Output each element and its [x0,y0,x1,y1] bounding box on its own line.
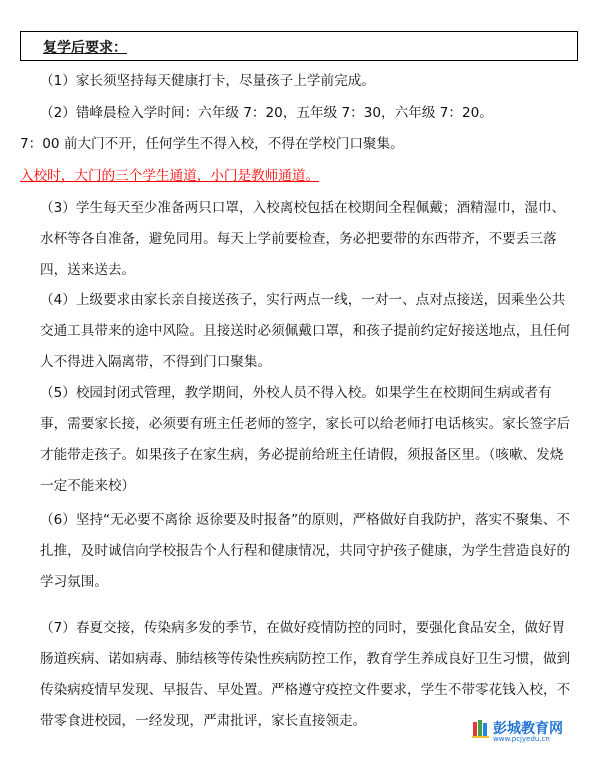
requirement-2: （2）错峰晨检入学时间：六年级 7：20，五年级 7：30，六年级 7：20。 [40,105,493,121]
book-icon [471,718,491,740]
watermark-name: 彭城教育网 [493,721,563,737]
watermark-url: www.pcjyedu.cn [493,735,550,743]
section-header-box [20,31,578,61]
section-title: 复学后要求： [43,40,127,56]
watermark-logo [471,715,591,745]
requirement-2-continued: 7：00 前大门不开，任何学生不得入校，不得在学校门口聚集。 [20,136,404,152]
requirement-3: （3）学生每天至少准备两只口罩，入校离校包括在校期间全程佩戴；酒精湿巾，湿巾、水杯等各自准备，避免同用。每天上学前要检查，务必把要带的东西带齐，不要丢三落四，送来送去。 [40,200,566,278]
requirement-5: （5）校园封闭式管理，教学期间，外校人员不得入校。如果学生在校期间生病或者有事，需要家长接，必须要有班主任老师的签字，家长可以给老师打电话核实。家长签字后才能带走孩子。如果孩子在家生病，务必提前给班主任请假，须报备区里。（咳嗽、发烧一定不能来校） [40,385,571,494]
requirement-4: （4）上级要求由家长亲自接送孩子，实行两点一线，一对一、点对点接送，因乘坐公共交通工具带来的途中风险。且接送时必须佩戴口罩，和孩子提前约定好接送地点，且任何人不得进入隔离带，不得到门口聚集。 [40,292,571,370]
requirement-7: （7）春夏交接，传染病多发的季节，在做好疫情防控的同时，要强化食品安全，做好胃肠道疾病、诺如病毒、肺结核等传染性疾病防控工作，教育学生养成良好卫生习惯，做到传染病疫情早发现、早报告、早处置。严格遵守疫控文件要求，学生不带零花钱入校，不带零食进校园，一经发现，严肃批评，家长直接领走。 [40,620,571,729]
requirement-6: （6）坚持“无必要不离徐 返徐要及时报备”的原则，严格做好自我防护，落实不聚集、不扎推，及时诚信向学校报告个人行程和健康情况，共同守护孩子健康，为学生营造良好的学习氛围。 [40,512,571,590]
entrance-notice: 入校时，大门的三个学生通道，小门是教师通道。 [20,168,320,184]
requirement-1: （1）家长须坚持每天健康打卡，尽量孩子上学前完成。 [40,73,375,89]
